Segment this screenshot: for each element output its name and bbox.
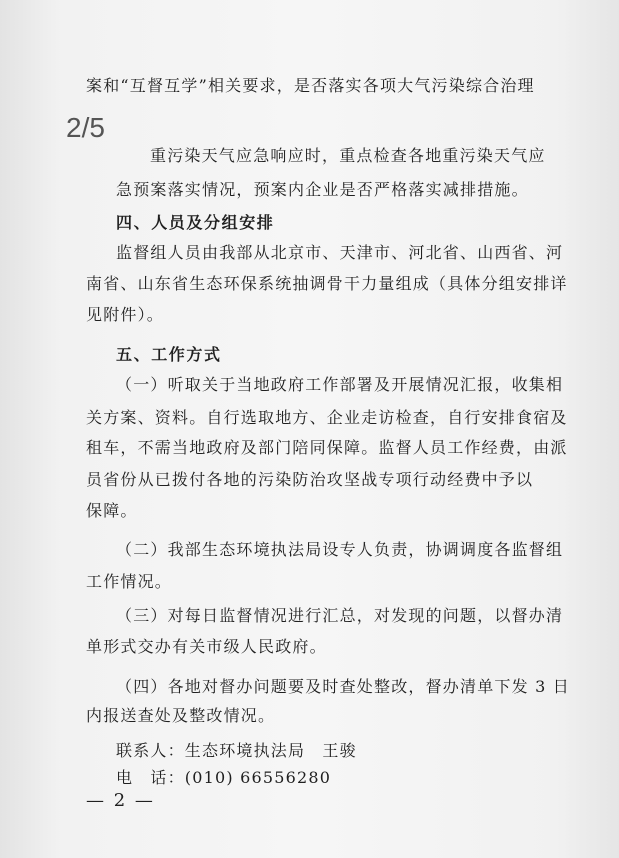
section-heading-5: 五、工作方式 (116, 345, 222, 364)
body-line-16: （三）对每日监督情况进行汇总，对发现的问题，以督办清 (116, 606, 564, 625)
body-line-19: 内报送查处及整改情况。 (86, 706, 276, 725)
body-line-5: 监督组人员由我部从北京市、天津市、河北省、山西省、河 (116, 243, 564, 262)
body-line-9: （一）听取关于当地政府工作部署及开展情况汇报，收集相 (116, 375, 564, 394)
body-line-1: 案和“互督互学”相关要求，是否落实各项大气污染综合治理 (86, 76, 535, 95)
body-line-12: 员省份从已拨付各地的污染防治攻坚战专项行动经费中予以 (86, 470, 534, 489)
section-heading-4: 四、人员及分组安排 (116, 213, 275, 232)
body-line-3: 急预案落实情况，预案内企业是否严格落实减排措施。 (116, 180, 529, 199)
contact-person-line: 联系人：生态环境执法局 王骏 (116, 741, 357, 760)
body-line-14: （二）我部生态环境执法局设专人负责，协调调度各监督组 (116, 540, 564, 559)
body-line-15: 工作情况。 (86, 572, 173, 591)
body-line-13: 保障。 (86, 501, 138, 520)
body-line-10: 关方案、资料。自行选取地方、企业走访检查，自行安排食宿及 (86, 408, 568, 427)
body-line-17: 单形式交办有关市级人民政府。 (86, 637, 327, 656)
body-line-18: （四）各地对督办问题要及时查处整改，督办清单下发 3 日 (116, 677, 570, 696)
body-line-11: 租车，不需当地政府及部门陪同保障。监督人员工作经费，由派 (86, 438, 568, 457)
page-number: — 2 — (86, 790, 155, 811)
page-indicator: 2/5 (66, 112, 105, 143)
contact-phone-line: 电 话：(010) 66556280 (116, 768, 332, 787)
body-line-2: 重污染天气应急响应时，重点检查各地重污染天气应 (150, 146, 546, 165)
body-line-6: 南省、山东省生态环保系统抽调骨干力量组成（具体分组安排详 (86, 274, 568, 293)
body-line-7: 见附件）。 (86, 305, 165, 324)
